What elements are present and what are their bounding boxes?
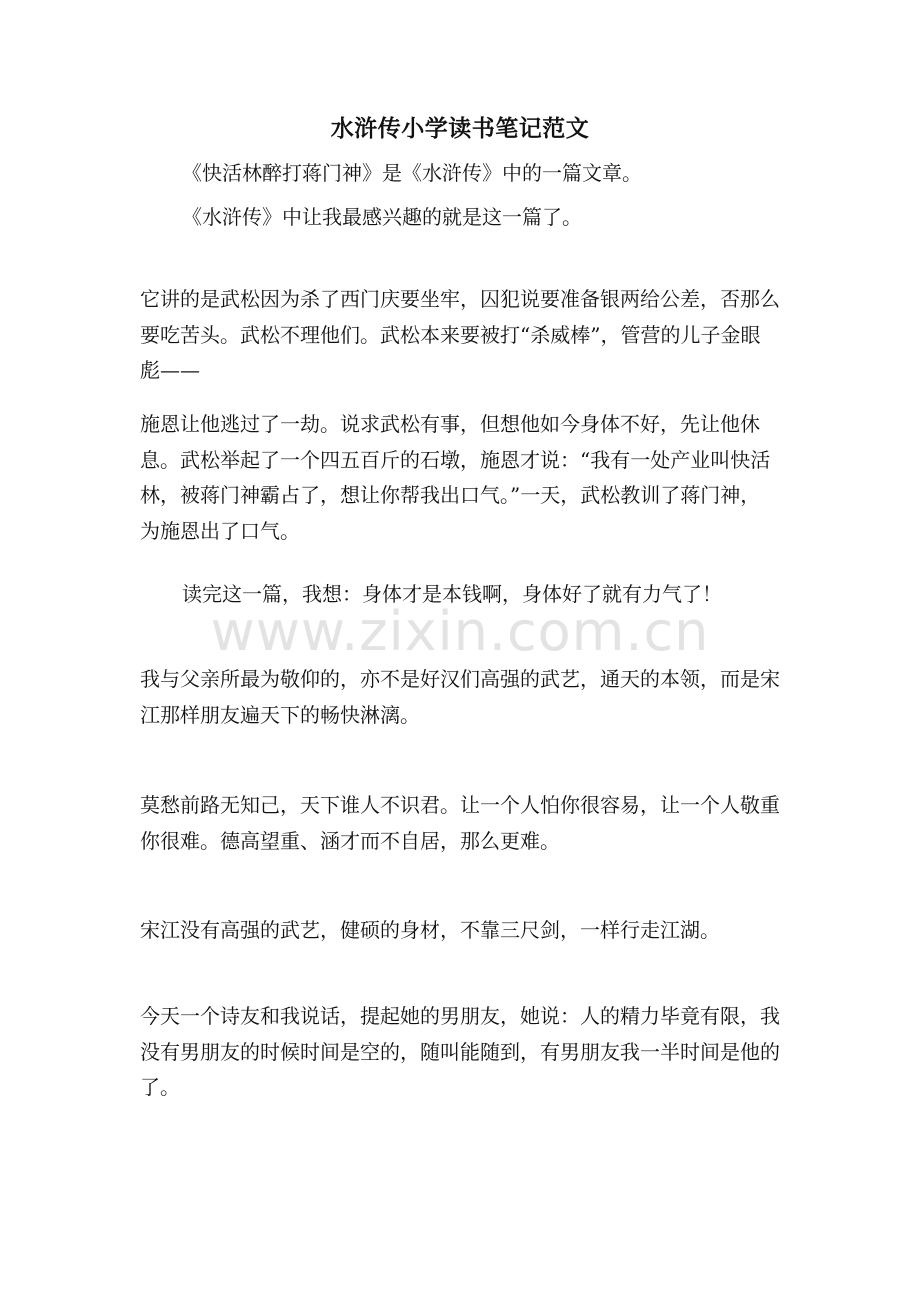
document-title: 水浒传小学读书笔记范文 xyxy=(330,115,590,142)
paragraph-1: 《快活林醉打蒋门神》是《水浒传》中的一篇文章。 xyxy=(182,161,642,185)
paragraph-8: 宋江没有高强的武艺，健硕的身材，不靠三尺剑，一样行走江湖。 xyxy=(140,918,720,942)
paragraph-6: 我与父亲所最为敬仰的，亦不是好汉们高强的武艺，通天的本领，而是宋江那样朋友遍天下的畅快淋漓。 xyxy=(140,667,780,727)
watermark: www.zixin.com.cn xyxy=(210,600,710,663)
paragraph-5: 读完这一篇，我想：身体才是本钱啊，身体好了就有力气了！ xyxy=(182,582,722,606)
paragraph-4: 施恩让他逃过了一劫。说求武松有事，但想他如今身体不好，先让他休息。武松举起了一个四五百斤的石墩，施恩才说：“我有一处产业叫快活林，被蒋门神霸占了，想让你帮我出口气。”一天，武松教训了蒋门神，为施恩出了口气。 xyxy=(140,412,771,543)
paragraph-3: 它讲的是武松因为杀了西门庆要坐牢，囚犯说要准备银两给公差，否那么要吃苦头。武松不理他们。武松本来要被打“杀威棒”，管营的儿子金眼彪—— xyxy=(140,287,780,382)
paragraph-9: 今天一个诗友和我说话，提起她的男朋友，她说：人的精力毕竟有限，我没有男朋友的时候时间是空的，随叫能随到，有男朋友我一半时间是他的了。 xyxy=(140,1004,780,1099)
paragraph-7: 莫愁前路无知己，天下谁人不识君。让一个人怕你很容易，让一个人敬重你很难。德高望重、涵才而不自居，那么更难。 xyxy=(140,793,780,853)
paragraph-2: 《水浒传》中让我最感兴趣的就是这一篇了。 xyxy=(182,205,582,229)
